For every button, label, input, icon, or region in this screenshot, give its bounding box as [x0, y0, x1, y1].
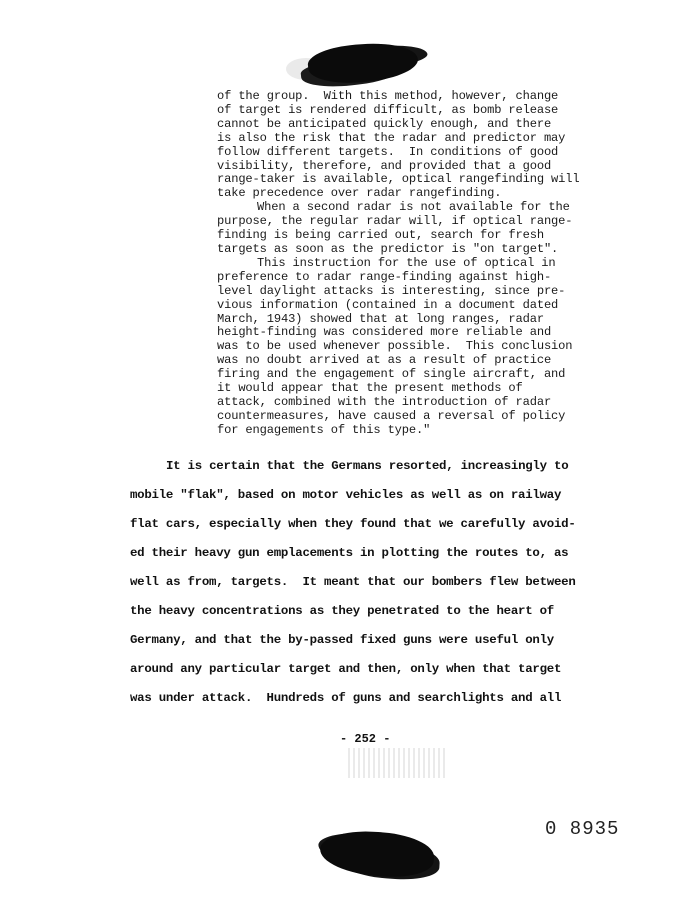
text-line: March, 1943) showed that at long ranges, radar [217, 311, 544, 326]
text-line: was to be used whenever possible. This conclusion [217, 339, 573, 354]
text-line: it would appear that the present methods of [217, 381, 523, 396]
redaction-mark-top [306, 38, 419, 87]
text-line: finding is being carried out, search for fresh [217, 228, 544, 243]
body-paragraph [130, 452, 580, 713]
text-line: around any particular target and then, only when that target [130, 662, 562, 676]
text-line: firing and the engagement of single aircraft, and [217, 367, 566, 382]
text-line: Germany, and that the by-passed fixed guns were useful only [130, 633, 554, 647]
quote-paragraph-1 [217, 90, 592, 201]
text-line: mobile "flak", based on motor vehicles as well as on railway [130, 488, 562, 502]
text-line: countermeasures, have caused a reversal of policy [217, 408, 566, 423]
text-line: cannot be anticipated quickly enough, and there [217, 116, 552, 131]
text-line: follow different targets. In conditions of good [217, 144, 559, 159]
text-line: It is certain that the Germans resorted, increasingly to [166, 459, 569, 473]
faint-stamp-mark [348, 748, 448, 778]
text-line: is also the risk that the radar and predictor may [217, 130, 566, 145]
text-line: for engagements of this type." [217, 422, 431, 437]
text-line: attack, combined with the introduction of radar [217, 394, 552, 409]
quote-paragraph-3 [217, 257, 592, 438]
text-line: This instruction for the use of optical in [257, 255, 556, 270]
text-line: height-finding was considered more reliable and [217, 325, 552, 340]
text-line: take precedence over radar rangefinding. [217, 186, 502, 201]
quoted-passage [217, 90, 592, 438]
text-line: targets as soon as the predictor is "on target". [217, 241, 559, 256]
text-line: visibility, therefore, and provided that a good [217, 158, 552, 173]
text-line: vious information (contained in a document dated [217, 297, 559, 312]
text-line: purpose, the regular radar will, if optical range- [217, 214, 573, 229]
text-line: of the group. With this method, however, change [217, 89, 559, 103]
text-line: flat cars, especially when they found that we carefully avoid- [130, 517, 576, 531]
page-number: - 252 - [340, 732, 391, 746]
text-line: When a second radar is not available for the [257, 200, 570, 215]
text-line: ed their heavy gun emplacements in plotting the routes to, as [130, 546, 569, 560]
redaction-mark-bottom [319, 829, 435, 879]
document-number: 0 8935 [545, 818, 620, 840]
text-line: was no doubt arrived at as a result of practice [217, 353, 552, 368]
text-line: preference to radar range-finding against high- [217, 269, 552, 284]
text-line: well as from, targets. It meant that our bombers flew between [130, 575, 576, 589]
text-line: the heavy concentrations as they penetrated to the heart of [130, 604, 554, 618]
text-line: level daylight attacks is interesting, since pre- [217, 283, 566, 298]
text-line: range-taker is available, optical rangefinding will [217, 172, 580, 187]
text-line: of target is rendered difficult, as bomb release [217, 102, 559, 117]
text-line: was under attack. Hundreds of guns and searchlights and all [130, 691, 562, 705]
quote-paragraph-2 [217, 201, 592, 257]
